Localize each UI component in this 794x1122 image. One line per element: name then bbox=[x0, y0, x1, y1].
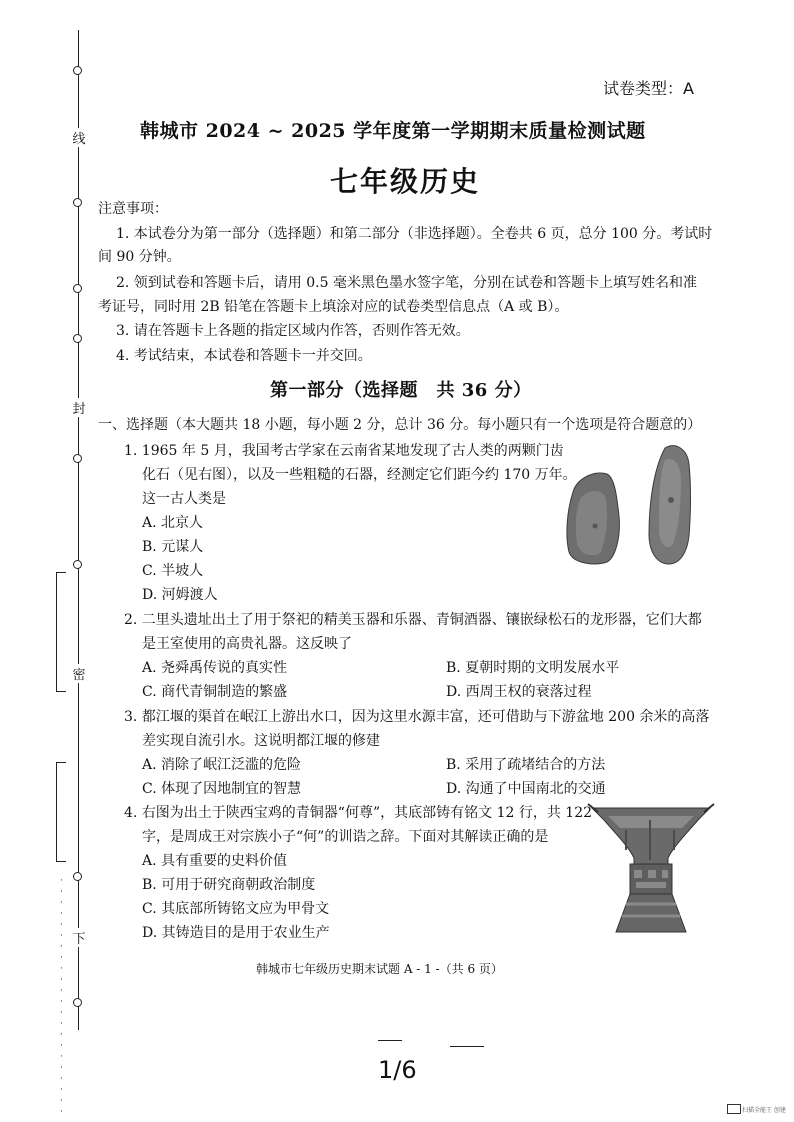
binding-circle bbox=[73, 284, 82, 293]
binding-circle bbox=[73, 334, 82, 343]
bronze-zun-image bbox=[586, 800, 716, 936]
q2-stem-line: 2. 二里头遗址出土了用于祭祀的精美玉器和乐器、青铜酒器、镶嵌绿松石的龙形器，它们大都 bbox=[124, 612, 702, 628]
part1-title: 第一部分（选择题 共 36 分） bbox=[270, 380, 532, 401]
q2-option-d: D. 西周王权的衰落过程 bbox=[446, 684, 592, 700]
note-line: 1. 本试卷分为第一部分（选择题）和第二部分（非选择题）。全卷共 6 页，总分 100 分。考试时 bbox=[116, 226, 713, 242]
q2-option-c: C. 商代青铜制造的繁盛 bbox=[142, 684, 288, 700]
q4-stem-line: 字，是周成王对宗族小子“何”的训诰之辞。下面对其解读正确的是 bbox=[142, 829, 549, 845]
page-footer: 韩城市七年级历史期末试题 A - 1 -（共 6 页） bbox=[256, 962, 503, 976]
q1-stem-line: 这一古人类是 bbox=[142, 491, 226, 507]
binding-word-xian: 线 bbox=[70, 128, 88, 147]
tooth-fossils-image bbox=[555, 440, 705, 570]
note-line: 2. 领到试卷和答题卡后，请用 0.5 毫米黑色墨水签字笔，分别在试卷和答题卡上填写姓名和准 bbox=[116, 275, 697, 291]
binding-circle bbox=[73, 66, 82, 75]
binding-circle bbox=[73, 454, 82, 463]
binding-word-xia: 下 bbox=[70, 928, 88, 947]
footer-rule bbox=[450, 1046, 484, 1047]
q3-option-c: C. 体现了因地制宜的智慧 bbox=[142, 781, 302, 797]
q4-option-a: A. 具有重要的史料价值 bbox=[142, 853, 288, 869]
q1-option-a: A. 北京人 bbox=[142, 515, 204, 531]
q4-option-b: B. 可用于研究商朝政治制度 bbox=[142, 877, 316, 893]
binding-circle bbox=[73, 560, 82, 569]
part1-instruction: 一、选择题（本大题共 18 小题，每小题 2 分，总计 36 分。每小题只有一个选项是符合题意的） bbox=[98, 417, 702, 433]
note-line: 3. 请在答题卡上各题的指定区域内作答，否则作答无效。 bbox=[116, 323, 470, 339]
q1-option-d: D. 河姆渡人 bbox=[142, 587, 218, 603]
notes-title: 注意事项： bbox=[98, 201, 168, 217]
q2-stem-line: 是王室使用的高贵礼器。这反映了 bbox=[142, 636, 352, 652]
binding-word-feng: 封 bbox=[70, 398, 88, 417]
binding-circle bbox=[73, 198, 82, 207]
note-line: 考证号，同时用 2B 铅笔在答题卡上填涂对应的试卷类型信息点（A 或 B）。 bbox=[98, 299, 569, 315]
q3-option-d: D. 沟通了中国南北的交通 bbox=[446, 781, 606, 797]
binding-circle bbox=[73, 872, 82, 881]
binding-margin bbox=[72, 30, 86, 1030]
scanner-logo-icon bbox=[727, 1104, 741, 1114]
q4-option-d: D. 其铸造目的是用于农业生产 bbox=[142, 925, 330, 941]
q2-option-b: B. 夏朝时期的文明发展水平 bbox=[446, 660, 620, 676]
exam-title: 韩城市 2024 ~ 2025 学年度第一学期期末质量检测试题 bbox=[140, 120, 646, 142]
footer-rule bbox=[378, 1040, 402, 1041]
q1-stem-line: 1. 1965 年 5 月，我国考古学家在云南省某地发现了古人类的两颗门齿 bbox=[124, 443, 564, 459]
q4-option-c: C. 其底部所铸铭文应为甲骨文 bbox=[142, 901, 330, 917]
binding-dots: · · · · · · · · · · · · · · · · · · · · · · bbox=[60, 876, 63, 1117]
paper-type-label: 试卷类型：A bbox=[603, 79, 694, 98]
subject-title: 七年级历史 bbox=[330, 165, 481, 198]
q3-option-b: B. 采用了疏堵结合的方法 bbox=[446, 757, 606, 773]
q3-stem-line: 差实现自流引水。这说明都江堰的修建 bbox=[142, 733, 380, 749]
binding-bracket bbox=[56, 762, 57, 862]
q1-option-c: C. 半坡人 bbox=[142, 563, 204, 579]
q4-stem-line: 4. 右图为出土于陕西宝鸡的青铜器“何尊”，其底部铸有铭文 12 行，共 122 bbox=[124, 805, 593, 821]
scanner-stamp: 扫描全能王 创建 bbox=[742, 1107, 786, 1114]
binding-word-mi: 密 bbox=[70, 664, 88, 683]
q1-stem-line: 化石（见右图），以及一些粗糙的石器，经测定它们距今约 170 万年。 bbox=[142, 467, 577, 483]
binding-bracket bbox=[56, 572, 57, 692]
q2-option-a: A. 尧舜禹传说的真实性 bbox=[142, 660, 288, 676]
note-line: 4. 考试结束，本试卷和答题卡一并交回。 bbox=[116, 348, 372, 364]
note-line: 间 90 分钟。 bbox=[98, 249, 181, 265]
q1-option-b: B. 元谋人 bbox=[142, 539, 204, 555]
q3-stem-line: 3. 都江堰的渠首在岷江上游出水口，因为这里水源丰富，还可借助与下游盆地 200 余米的高落 bbox=[124, 709, 710, 725]
binding-circle bbox=[73, 998, 82, 1007]
q3-option-a: A. 消除了岷江泛滥的危险 bbox=[142, 757, 302, 773]
page-number: 1/6 bbox=[378, 1056, 417, 1084]
